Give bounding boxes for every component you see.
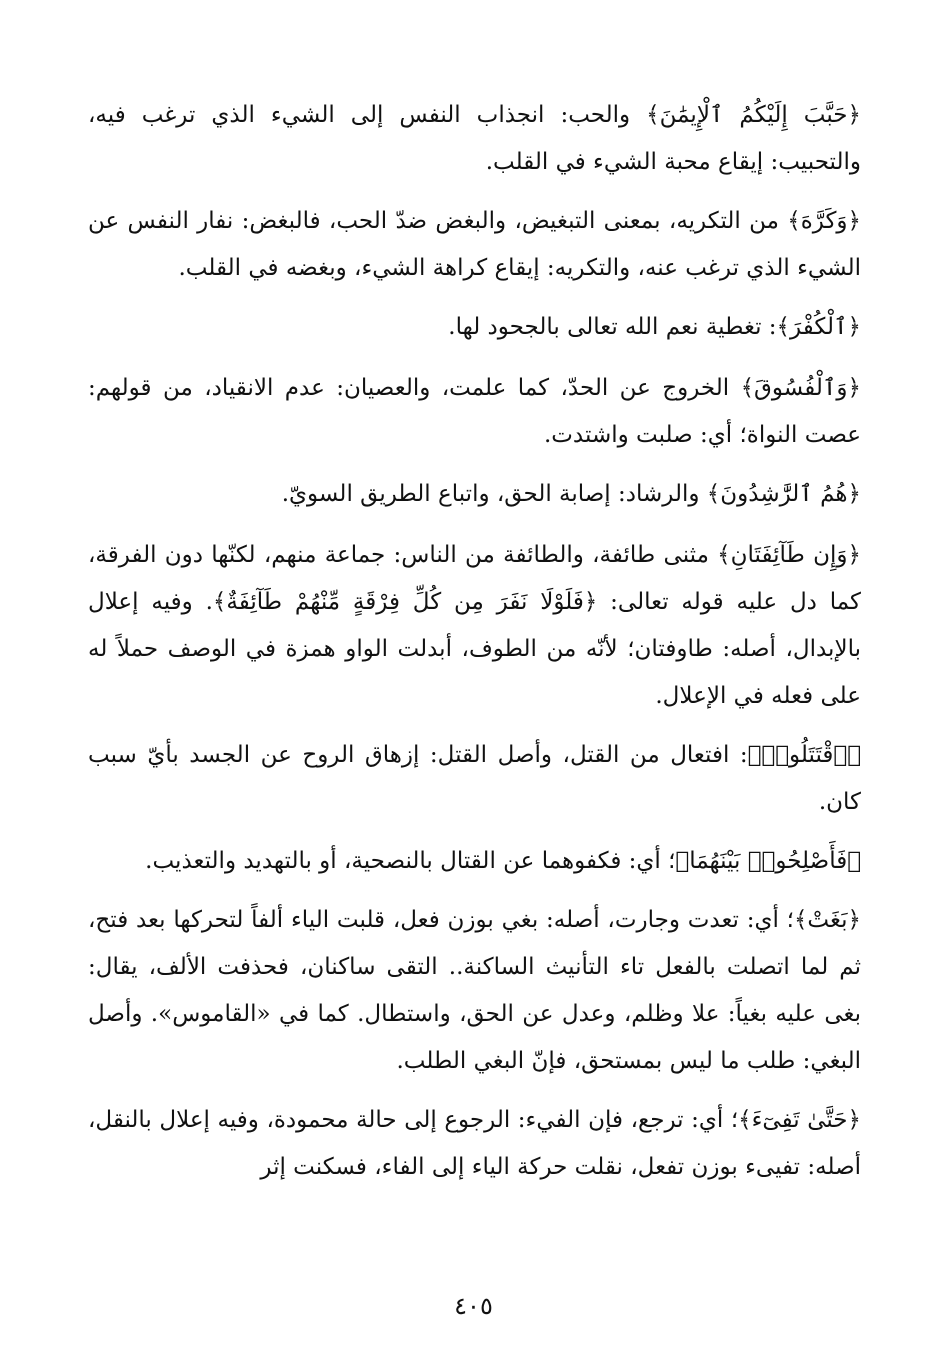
paragraph-karraha: ﴿وَكَرَّهَ﴾ من التكريه، بمعنى التبغيض، والبغض ضدّ الحب، فالبغض: نفار النفس عن الشيء الذي ترغب عنه، والتكريه: إيقاع كراهة الشيء، وبغضه في القلب. bbox=[88, 208, 861, 281]
paragraph-aslihu: ﴿فَأَصْلِحُوا۟ بَيْنَهُمَا﴾؛ أي: فكفوهما عن القتال بالنصحية، أو بالتهديد والتعذيب. bbox=[145, 848, 861, 874]
page-body bbox=[88, 92, 861, 1203]
paragraph-fusuq: ﴿وَٱلْفُسُوقَ﴾ الخروج عن الحدّ، كما علمت، والعصيان: عدم الانقياد، من قولهم: عصت النواة؛ أي: صلبت واشتدت. bbox=[88, 375, 861, 448]
paragraph-taifatan: ﴿وَإِن طَآئِفَتَانِ﴾ مثنى طائفة، والطائفة من الناس: جماعة منهم، لكنّها دون الفرقة، كما دل عليه قوله تعالى: ﴿فَلَوْلَا نَفَرَ مِن كُلِّ فِرْقَةٍ مِّنْهُمْ طَآئِفَةٌ﴾. وفيه إعلال بالإبدال، أصله: طاوفتان؛ لأنّه من الطوف، أبدلت الواو همزة في الوصف حملاً له على فعله في الإعلال. bbox=[88, 542, 861, 709]
paragraph-hatta-tafia: ﴿حَتَّىٰ تَفِىٓءَ﴾؛ أي: ترجع، فإن الفيء: الرجوع إلى حالة محمودة، وفيه إعلال بالنقل، أصله: تفيىء بوزن تفعل، نقلت حركة الياء إلى الفاء، فسكنت إثر bbox=[88, 1107, 861, 1180]
page-number: ٤٠٥ bbox=[454, 1292, 493, 1320]
paragraph-habbaba: ﴿حَبَّبَ إِلَيْكُمُ ٱلْإِيمَٰنَ﴾ والحب: انجذاب النفس إلى الشيء الذي ترغب فيه، والتحبيب: إيقاع محبة الشيء في القلب. bbox=[88, 102, 861, 175]
paragraph-baghat: ﴿بَغَتْ﴾؛ أي: تعدت وجارت، أصله: بغي بوزن فعل، قلبت الياء ألفاً لتحركها بعد فتح، ثم لما اتصلت بالفعل تاء التأنيث الساكنة.. التقى ساكنان، فحذفت الألف، يقال: بغى عليه بغياً: علا وظلم، وعدل عن الحق، واستطال. كما في «القاموس». وأصل البغي: طلب ما ليس بمستحق، فإنّ البغي الطلب. bbox=[88, 907, 861, 1074]
paragraph-rashidun: ﴿هُمُ ٱلرَّٰشِدُونَ﴾ والرشاد: إصابة الحق، واتباع الطريق السويّ. bbox=[281, 481, 861, 507]
paragraph-kufr: ﴿ٱلْكُفْرَ﴾: تغطية نعم الله تعالى بالجحود لها. bbox=[448, 314, 861, 340]
paragraph-iqtatalu: ﴿ٱقْتَتَلُوا۟﴾: افتعال من القتل، وأصل القتل: إزهاق الروح عن الجسد بأيّ سبب كان. bbox=[88, 742, 861, 815]
